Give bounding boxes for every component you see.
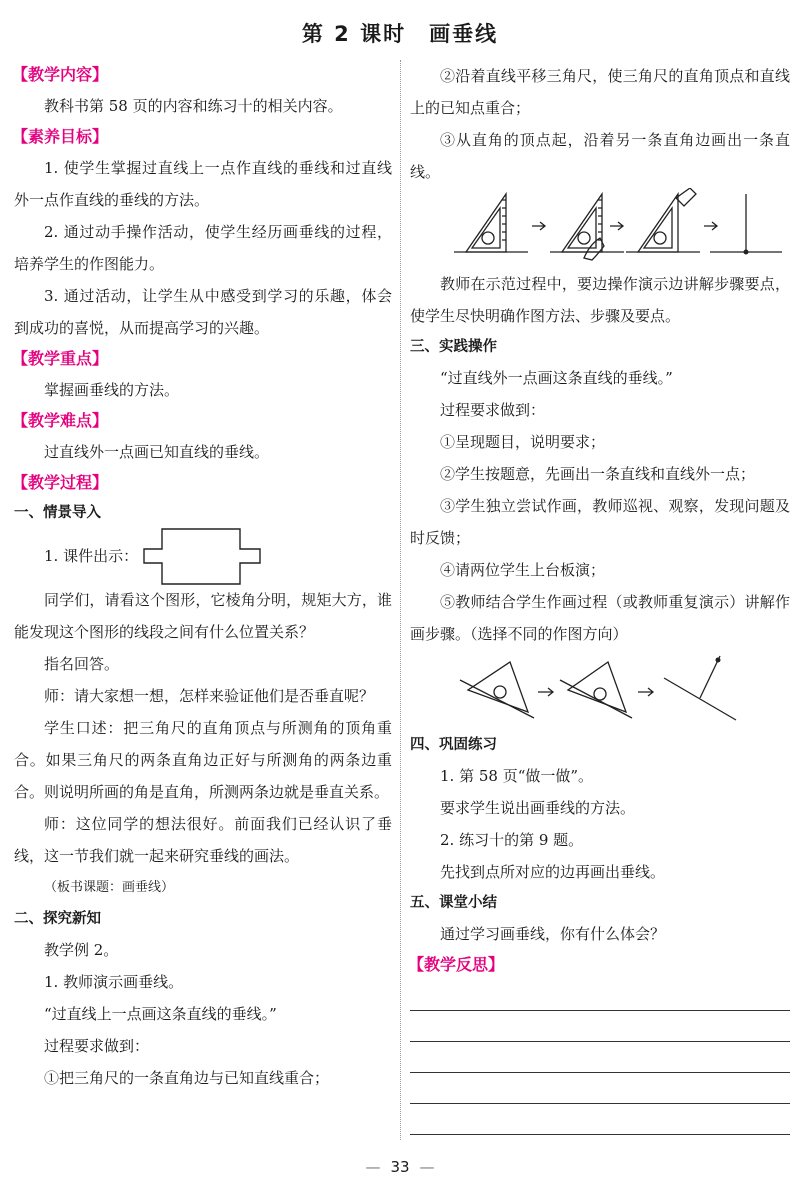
goal-item: 3. 通过活动，让学生从中感受到学习的乐趣，体会到成功的喜悦，从而提高学习的兴趣。 [14, 287, 392, 337]
courseware-label: 1. 课件出示： [44, 547, 139, 565]
exercise-line: 先找到点所对应的边再画出垂线。 [440, 863, 666, 881]
goals-tag: 【素养目标】 [12, 127, 109, 146]
writing-line[interactable] [410, 1042, 790, 1073]
page-footer [0, 1158, 800, 1176]
page-title: 第 2 课时 画垂线 [301, 22, 499, 46]
content-text: 教科书第 58 页的内容和练习十的相关内容。 [44, 97, 343, 115]
goal-item: 2. 通过动手操作活动，使学生经历画垂线的过程，培养学生的作图能力。 [14, 223, 392, 273]
practice-line: ④请两位学生上台板演； [440, 561, 606, 579]
explore-line: 1. 教师演示画垂线。 [44, 973, 184, 991]
left-column [14, 60, 392, 1094]
difficulty-text: 过直线外一点画已知直线的垂线。 [44, 443, 270, 461]
exercise-line: 1. 第 58 页“做一做”。 [440, 767, 594, 785]
board-note: （板书课题：画垂线） [44, 880, 175, 895]
practice-line: ⑤教师结合学生作画过程（或教师重复演示）讲解作画步骤。（选择不同的作图方向） [410, 593, 790, 643]
intro-paragraph: 同学们，请看这个图形，它棱角分明，规矩大方，谁能发现这个图形的线段之间有什么位置关系？ [14, 591, 392, 641]
cross-shape-figure [142, 528, 262, 586]
goal-item: 1. 使学生掌握过直线上一点作直线的垂线和过直线外一点作直线的垂线的方法。 [14, 159, 392, 209]
intro-paragraph: 师：请大家想一想，怎样来验证他们是否垂直呢？ [44, 687, 375, 705]
key-tag: 【教学重点】 [12, 349, 109, 368]
right-column [410, 60, 790, 1135]
summary-text: 通过学习画垂线，你有什么体会？ [440, 925, 666, 943]
column-divider [400, 60, 401, 1140]
content-tag: 【教学内容】 [12, 65, 109, 84]
section-heading: 四、巩固练习 [410, 737, 497, 753]
dash-left: — [365, 1158, 381, 1176]
exercise-line: 2. 练习十的第 9 题。 [440, 831, 584, 849]
intro-paragraph: 指名回答。 [44, 655, 120, 673]
perpendicular-on-line-figure [410, 188, 790, 268]
explore-line: ①把三角尺的一条直角边与已知直线重合； [44, 1069, 330, 1087]
intro-paragraph: 师：这位同学的想法很好。前面我们已经认识了垂线，这一节我们就一起来研究垂线的画法。 [14, 815, 392, 865]
step-line: ③从直角的顶点起，沿着另一条直角边画出一条直线。 [410, 131, 790, 181]
writing-line[interactable] [410, 1011, 790, 1042]
explore-line: 过程要求做到： [44, 1037, 150, 1055]
reflection-lines [410, 980, 790, 1135]
practice-line: “过直线外一点画这条直线的垂线。” [440, 369, 673, 387]
dash-right: — [419, 1158, 435, 1176]
step-line: ②沿着直线平移三角尺，使三角尺的直角顶点和直线上的已知点重合； [410, 67, 790, 117]
practice-line: ③学生独立尝试作画，教师巡视、观察，发现问题及时反馈； [410, 497, 790, 547]
explore-line: “过直线上一点画这条直线的垂线。” [44, 1005, 277, 1023]
section-heading: 五、课堂小结 [410, 895, 497, 911]
exercise-line: 要求学生说出画垂线的方法。 [440, 799, 636, 817]
section-heading: 三、实践操作 [410, 339, 497, 355]
writing-line[interactable] [410, 1073, 790, 1104]
explore-line: 教学例 2。 [44, 941, 119, 959]
practice-line: 过程要求做到： [440, 401, 546, 419]
courseware-row [14, 528, 392, 584]
perpendicular-off-line-figure [410, 650, 790, 730]
intro-paragraph: 学生口述：把三角尺的直角顶点与所测角的顶角重合。如果三角尺的两条直角边正好与所测角的两条边重合。则说明所画的角是直角，所测两条边就是垂直关系。 [14, 719, 392, 801]
key-text: 掌握画垂线的方法。 [44, 381, 180, 399]
section-heading: 二、探究新知 [14, 911, 101, 927]
section-heading: 一、情景导入 [14, 505, 101, 521]
demo-note: 教师在示范过程中，要边操作演示边讲解步骤要点，使学生尽快明确作图方法、步骤及要点。 [410, 275, 790, 325]
practice-line: ①呈现题目，说明要求； [440, 433, 606, 451]
practice-line: ②学生按题意，先画出一条直线和直线外一点； [440, 465, 756, 483]
process-tag: 【教学过程】 [12, 473, 109, 492]
difficulty-tag: 【教学难点】 [12, 411, 109, 430]
writing-line[interactable] [410, 980, 790, 1011]
writing-line[interactable] [410, 1104, 790, 1135]
reflection-tag: 【教学反思】 [408, 955, 505, 974]
page-number: 33 [390, 1158, 410, 1176]
